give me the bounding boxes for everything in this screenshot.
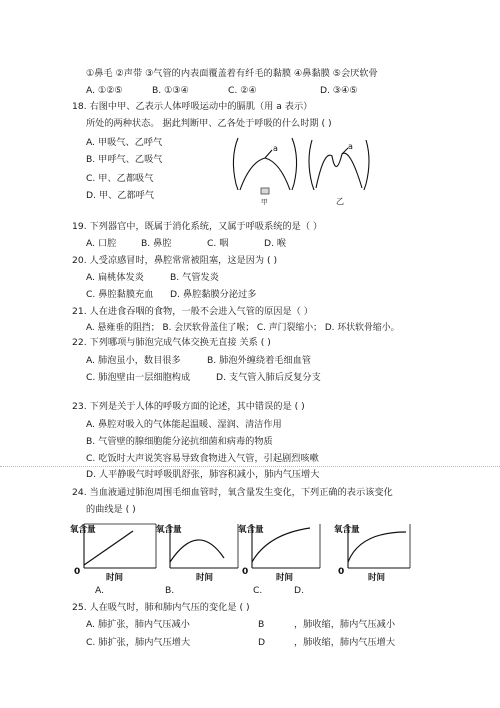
q22-choice-a: A. 肺泡虽小，数目很多 — [86, 355, 181, 366]
q22-choice-c: C. 肺泡壁由一层细胞构成 — [86, 372, 191, 383]
q22-choice-d: D. 支气管入肺后反复分支 — [216, 372, 321, 383]
q18-diaphragm-figure — [228, 132, 374, 208]
graph-c-ylabel: 氧含量 — [238, 525, 264, 535]
figure-jia-caption: 甲 — [261, 198, 268, 206]
q21-choices: A. 悬雍垂的阻挡； B. 会厌软骨盖住了喉； C. 声门裂缩小； D. 环状软骨缩小。 — [86, 323, 400, 333]
q20-choice-c: C. 鼻腔黏膜充血 — [86, 289, 154, 300]
q23-stem: 23. 下列是关于人体的呼吸方面的论述，其中错误的是 ( ) — [72, 401, 305, 412]
graph-a-xlabel: 时间 — [106, 573, 124, 583]
q18-choice-c: C. 甲、乙都吸气 — [86, 173, 154, 184]
figure-yi — [309, 140, 369, 190]
q25-choice-a: A. 肺扩张，肺内气压减小 — [86, 619, 190, 630]
figure-jia-a-label: a — [273, 144, 278, 153]
graph-d — [334, 524, 410, 583]
graph-c — [238, 524, 320, 583]
q21-stem: 21. 人在进食吞咽的食物，一般不会进入气管的原因是（ ） — [72, 306, 313, 317]
q20-choice-d: D. 鼻腔黏膜分泌过多 — [170, 289, 257, 300]
graph-b-xlabel: 时间 — [196, 573, 214, 583]
q18-stem-line2: 所处的两种状态。 据此判断甲、乙各处于呼吸的什么时期 ( ) — [86, 118, 332, 129]
graph-d-curve — [348, 532, 406, 562]
q24-choice-a: A. — [95, 585, 105, 596]
q20-choice-b: B. 气管发炎 — [170, 272, 219, 283]
q17-choice-b: B. ①③④ — [152, 85, 189, 96]
q18-choice-d: D. 甲、乙都呼气 — [86, 190, 155, 201]
q23-choice-a: A. 鼻腔对吸入的气体能起温暖、湿润、清洁作用 — [86, 419, 282, 430]
q18-choice-b: B. 甲呼气、乙吸气 — [86, 154, 163, 165]
q25-choice-d: ，肺收缩，肺内气压增大 — [294, 637, 396, 648]
q25-choice-c: C. 肺扩张，肺内气压增大 — [86, 637, 191, 648]
q17-choice-a: A. ①②⑤ — [86, 85, 123, 96]
graph-b-ylabel: 氧含量 — [156, 525, 182, 535]
q24-stem-line2: 的曲线是 ( ) — [86, 504, 136, 515]
q18-stem-line1: 18. 右图中甲、乙表示人体呼吸运动中的膈肌（用 a 表示） — [72, 101, 313, 112]
graph-c-xlabel: 时间 — [276, 573, 294, 583]
graph-a-ylabel: 氧含量 — [70, 525, 96, 535]
q25-choice-d-letter: D — [258, 637, 266, 648]
q25-choice-b-letter: B — [258, 619, 265, 630]
graph-b — [156, 524, 238, 583]
graph-a-zero: 0 — [74, 567, 81, 577]
q19-choice-d: D. 喉 — [264, 238, 287, 249]
q23-choice-b: B. 气管壁的腺细胞能分泌抗细菌和病毒的物质 — [86, 436, 273, 447]
q24-stem-line1: 24. 当血液通过肺泡周围毛细血管时，氧含量发生变化，下列正确的表示该变化 — [72, 487, 393, 498]
q19-stem: 19. 下列器官中，既属于消化系统，又属于呼吸系统的是（ ） — [72, 221, 323, 232]
graph-c-zero: 0 — [242, 567, 249, 577]
q18-choice-a: A. 甲吸气、乙呼气 — [86, 137, 163, 148]
q25-choice-b: ，肺收缩，肺内气压减小 — [294, 619, 396, 630]
q20-stem: 20. 人受凉感冒时，鼻腔常常被阻塞，这是因为 ( ) — [72, 255, 278, 266]
figure-jia — [233, 138, 296, 194]
q17-options: ①鼻毛 ②声带 ③气管的内表面覆盖着有纤毛的黏膜 ④鼻黏膜 ⑤会厌软骨 — [86, 68, 378, 79]
q20-choice-a: A. 扁桃体发炎 — [86, 272, 144, 283]
figure-yi-caption: 乙 — [336, 197, 344, 206]
graph-d-zero: 0 — [338, 567, 345, 577]
q25-stem: 25. 人在吸气时，肺和肺内气压的变化是 ( ) — [72, 602, 250, 613]
q24-choice-b: B. — [165, 585, 175, 596]
graph-d-ylabel: 氧含量 — [334, 525, 360, 535]
q17-choice-d: D. ③④⑤ — [320, 85, 358, 96]
graph-a-curve — [84, 531, 133, 565]
q23-choice-d: D. 人平静吸气时呼吸肌舒张，肺容积减小，肺内气压增大 — [86, 469, 320, 480]
q24-graphs — [70, 520, 415, 598]
q19-choice-b: B. 鼻腔 — [141, 238, 172, 249]
q24-choice-c: C. — [253, 585, 263, 596]
q22-choice-b: B. 肺泡外缠绕着毛细血管 — [207, 355, 312, 366]
q19-choice-c: C. 咽 — [207, 238, 229, 249]
figure-yi-a-label: a — [348, 142, 353, 151]
q19-choice-a: A. 口腔 — [86, 238, 117, 249]
q24-choice-d: D. — [294, 585, 304, 596]
graph-a — [70, 524, 156, 583]
graph-d-xlabel: 时间 — [368, 573, 386, 583]
q22-stem: 22. 下列哪项与肺泡完成气体交换无直接 关系 ( ) — [72, 337, 271, 348]
graph-b-curve — [170, 540, 224, 562]
dotted-separator — [0, 466, 500, 467]
q17-choice-c: C. ②④ — [228, 85, 257, 96]
q23-choice-c: C. 吃饭时大声说笑容易导致食物进入气管，引起剧烈咳嗽 — [86, 453, 319, 464]
